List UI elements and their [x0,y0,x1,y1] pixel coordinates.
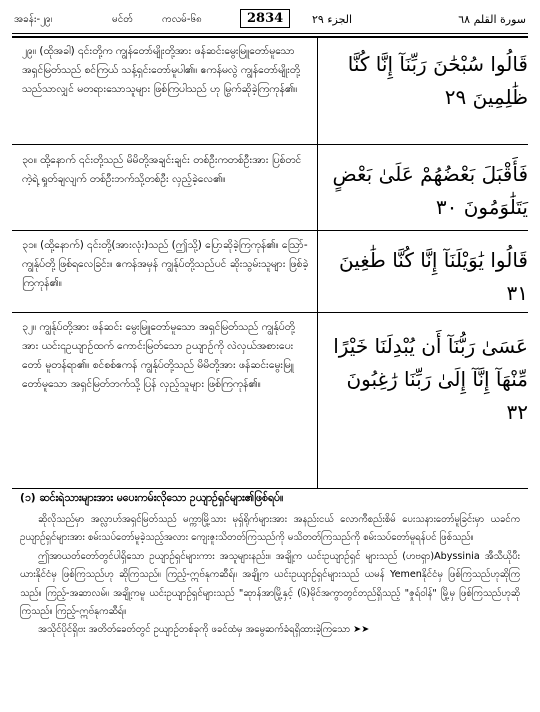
verse-29-arabic: قَالُوا سُبْحَٰنَ رَبِّنَآ إِنَّا كُنَّا ظَٰلِمِينَ ٢٩ [347,52,528,109]
verse-divider [12,144,528,145]
footnote-paragraph: ဆိုလိုသည်မှာ အလ္လာဟ်အရှင်မြတ်သည် မက္ကာမြို့သား မုရှ်ရိုက်များအား အနည်းငယ် လောကီစည်းစိမ် ပေးသနားတော်မူခြင်းမှာ ယခင်က ဥယျာဉ်ရှင်များအား စမ်းသပ်တော်မူခဲ့သည့်အလား ကျေးဇူးသိတတ်ကြသည်ကို မသိတတ်ကြသည်ကို စမ်းသပ်တော်မူရန်ပင် ဖြစ်သည်။ [20,514,520,544]
verse-divider [12,312,528,313]
juz-label: الجزء ٢٩ [312,12,353,26]
verse-ref-label: ကလမ်-၆၈ [162,13,202,25]
verse-32-arabic: عَسَىٰ رَبُّنَآ أَن يُبْدِلَنَا خَيْرًا مِّنْهَآ إِنَّآ إِلَىٰ رَبِّنَا رَٰغِبُونَ ٣٢ [333,334,528,424]
verse-29-translation: ၂၉။ (ထိုအခါ) ၎င်းတို့က ကျွန်တော်မျိုးတို့အား ဖန်ဆင်းမွေးမြူတော်မူသောအရှင်မြတ်သည် စင်ကြယ် သန့်ရှင်းတော်မူပါ၏။ ဧကန်မလွဲ ကျွန်တော်မျိုးတို့ သည်သာလျှင် မတရားသောသူများ ဖြစ်ကြပါသည် ဟု မြွက်ဆိုခဲ့ကြကုန်၏။ [22,45,300,95]
page-number: 2834 [240,9,290,28]
chapter-label: အခန်း-၂၉၊ [14,13,53,25]
footnote-body [20,511,520,640]
section-label: မင်တ် [112,13,133,25]
verse-32-translation: ၃၂။ ကျွန်ုပ်တို့အား ဖန်ဆင်း မွေးမြူတော်မူသော အရှင်မြတ်သည် ကျွန်ုပ်တို့အား ယင်း၎ဥယျာဉ်ထက် ကောင်းမြတ်သော ဥယျာဉ်ကို လဲလှယ်အစားပေးတော် မူတန်ရာ၏။ စင်စစ်ဧကန် ကျွန်ုပ်တို့သည် မိမိတို့အား ဖန်ဆင်းမွေးမြူတော်မူသော အရှင်မြတ်ဘက်သို့ ပြန် လှည့်သူများ ဖြစ်ကြကုန်၏။ [22,321,295,390]
footnote-paragraph: အသိုင်ပိုင်ရှိဗး အတိတ်ခေတ်တွင် ဥယျာဉ်တစ်ခုကို ဖခင်ထံမှ အမွေဆက်ခံရရှိထားခဲ့ကြသော ➤➤ [38,624,370,636]
column-divider [317,38,318,488]
footnote-section [12,492,528,702]
page [12,8,528,704]
verse-30-translation: ၃၀။ ထို့နောက် ၎င်းတို့သည် မိမိတို့အချင်းချင်း တစ်ဦးကတစ်ဦးအား ပြစ်တင်ကဲ့ရဲ့ ရှုတ်ချလျက် တစ်ဦးဘက်သို့တစ်ဦး လှည့်ခဲ့လေ၏။ [22,154,302,185]
page-header [12,8,528,30]
verse-divider [12,230,528,231]
verse-30-arabic: فَأَقْبَلَ بَعْضُهُمْ عَلَىٰ بَعْضٍ يَتَلَٰوَمُونَ ٣٠ [332,162,528,219]
verse-31-arabic: قَالُوا يَٰوَيْلَنَآ إِنَّا كُنَّا طَٰغِينَ ٣١ [339,248,528,305]
surah-label: سورة القلم ٦٨ [458,12,526,26]
footnote-title: (၁) ဆင်းရဲသားများအား မပေးကမ်းလိုသော ဥယျာဉ်ရှင်များ၏ဖြစ်ရပ်။ [20,492,284,504]
header-rule [12,33,528,34]
footnote-paragraph: ဤအာယတ်တော်တွင်ပါရှိသော ဥယျာဉ်ရှင်များကား အသူများနည်း။ အချို့က ယင်းဥယျာဉ်ရှင် များသည် (ဟဗရှာ)Abyssinia အီသီယိုပီးယားနိုင်ငံမှ ဖြစ်ကြသည်ဟု ဆိုကြသည်။ ကြည့်-ဣဗ်နုကဆီရ်။ အချို့က ယင်းဥယျာဉ်ရှင်များသည် ယမန် Yemenနိုင်ငံမှ ဖြစ်ကြသည်ဟုဆိုကြသည်။ ကြည့်-အဆာလမ်။ အချို့ကမူ ယင်းဥယျာဉ်ရှင်များသည် "ဆုာန်အာမြို့နှင့် (၆)မိုင်အကွာတွင်တည်ရှိသည့် "ဇှုရ်ဝါန်" မြို့မှ ဖြစ်ကြသည်ဟုဆိုကြသည်။ ကြည့်-ဣဗ်နုကဆီရ်။ [20,550,520,618]
verse-31-translation: ၃၁။ (ထို့နောက်) ၎င်းတို့(အားလုံး)သည် (ဤသို့) ပြောဆိုခဲ့ကြကုန်၏။ သြော်-ကျွန်ုပ်တို့ ဖြစ်ရလေခြင်း။ ဧကန်အမှန် ကျွန်ုပ်တို့သည်ပင် ဆိုးသွမ်းသူများ ဖြစ်ခဲ့ကြကုန်၏။ [22,239,309,289]
header-rule-thick [12,36,528,38]
footnote-rule [12,488,528,489]
